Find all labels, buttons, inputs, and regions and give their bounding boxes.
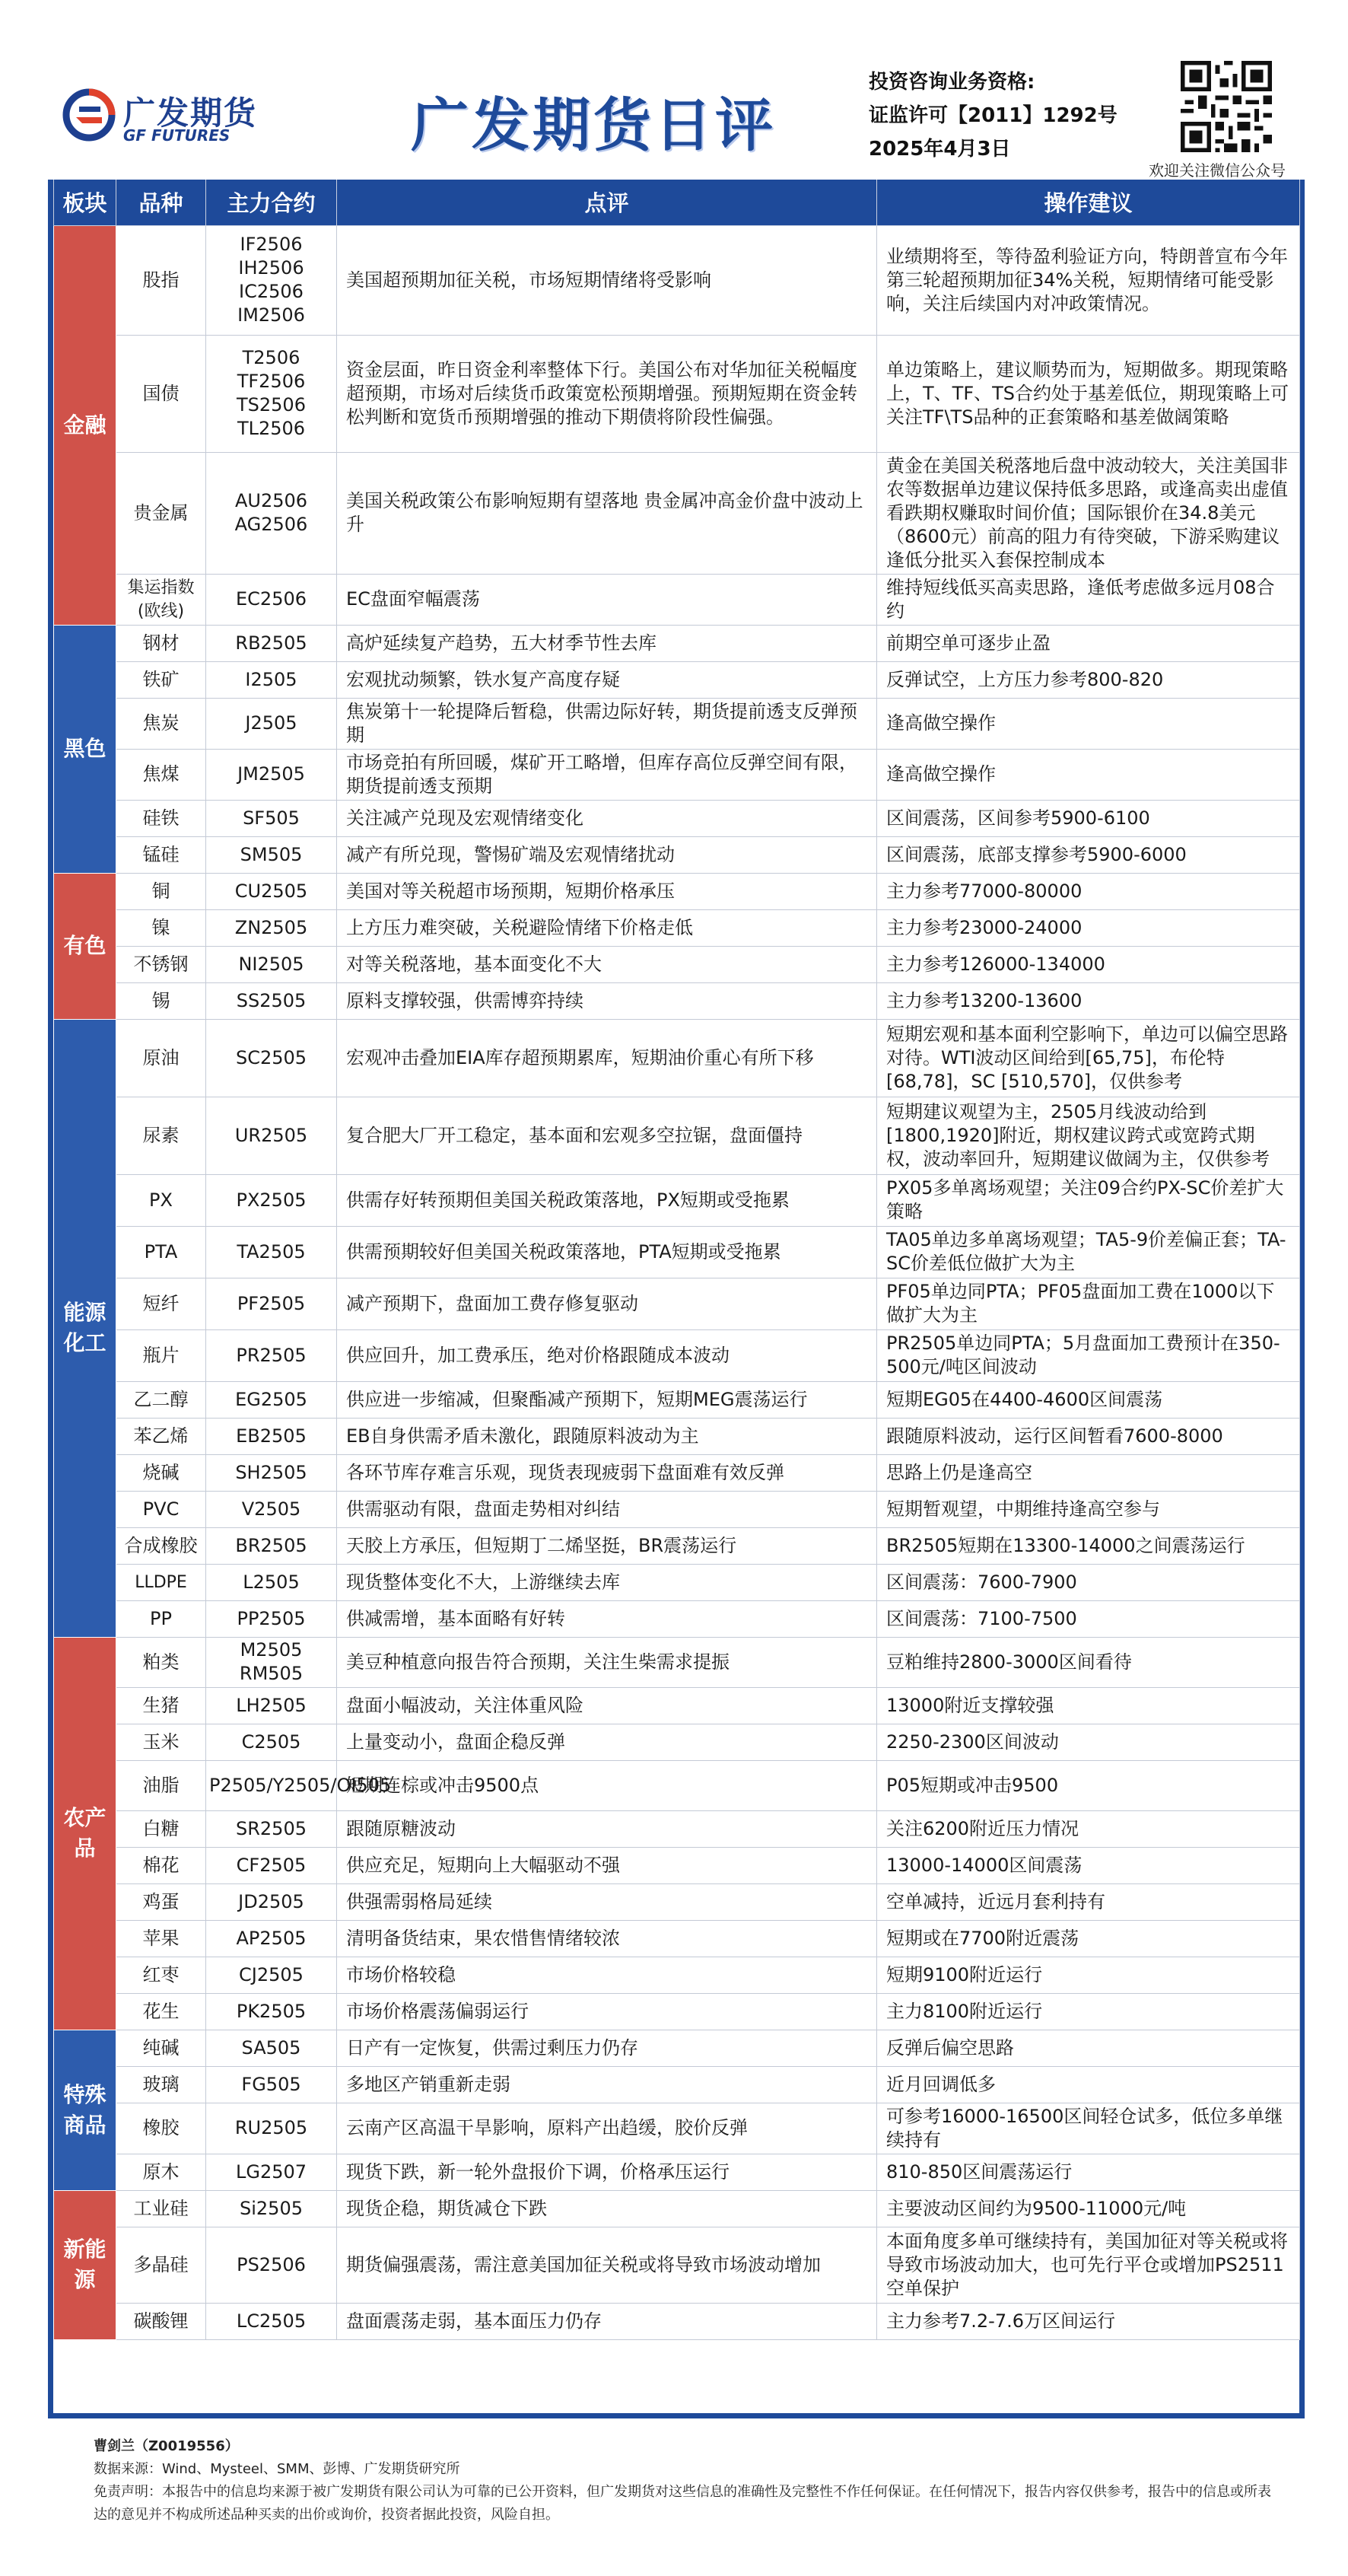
advice-cell: 维持短线低买高卖思路，逢低考虑做多远月08合约 [877, 574, 1300, 625]
table-row [54, 661, 1300, 698]
contract-cell: CF2505 [206, 1847, 337, 1883]
advice-cell: 主力8100附近运行 [877, 1993, 1300, 2030]
comment-cell: 供需存好转预期但美国关税政策落地，PX短期或受拖累 [337, 1174, 877, 1226]
table-row [54, 1019, 1300, 1097]
advice-cell: 近月回调低多 [877, 2066, 1300, 2103]
advice-cell: 13000附近支撑较强 [877, 1687, 1300, 1724]
variety-cell: 生猪 [116, 1687, 206, 1724]
variety-cell: 红枣 [116, 1957, 206, 1993]
table-row [54, 1491, 1300, 1527]
comment-cell: 跟随原糖波动 [337, 1810, 877, 1847]
table-row [54, 574, 1300, 625]
advice-cell: 逢高做空操作 [877, 698, 1300, 749]
table-row [54, 982, 1300, 1019]
advice-cell: 2250-2300区间波动 [877, 1724, 1300, 1760]
advice-cell: BR2505短期在13300-14000之间震荡运行 [877, 1527, 1300, 1564]
comment-cell: 云南产区高温干旱影响，原料产出趋缓，胶价反弹 [337, 2103, 877, 2154]
variety-cell: 碳酸锂 [116, 2303, 206, 2339]
header-sector: 板块 [54, 180, 116, 225]
wechat-qr-code-icon [1181, 61, 1272, 152]
variety-cell: 油脂 [116, 1760, 206, 1810]
comment-cell: 期货偏强震荡，需注意美国加征关税或将导致市场波动增加 [337, 2227, 877, 2303]
variety-cell: 苯乙烯 [116, 1418, 206, 1454]
variety-cell: 锡 [116, 982, 206, 1019]
contract-cell: P2505/Y2505/OI505 [206, 1760, 337, 1810]
contract-cell: PR2505 [206, 1329, 337, 1381]
header-variety: 品种 [116, 180, 206, 225]
advice-cell: 短期EG05在4400-4600区间震荡 [877, 1381, 1300, 1418]
variety-cell: 国债 [116, 335, 206, 452]
advice-cell: 810-850区间震荡运行 [877, 2154, 1300, 2190]
variety-cell: 玻璃 [116, 2066, 206, 2103]
advice-cell: PF05单边同PTA；PF05盘面加工费在1000以下做扩大为主 [877, 1278, 1300, 1329]
variety-cell: 短纤 [116, 1278, 206, 1329]
contract-cell: PS2506 [206, 2227, 337, 2303]
commodity-review-table [53, 180, 1300, 2340]
comment-cell: 盘面震荡走弱，基本面压力仍存 [337, 2303, 877, 2339]
table-row [54, 1920, 1300, 1957]
comment-cell: 美豆种植意向报告符合预期，关注生柴需求提振 [337, 1637, 877, 1687]
qualification-info [869, 65, 1118, 166]
comment-cell: 现货整体变化不大，上游继续去库 [337, 1564, 877, 1600]
contract-cell: EG2505 [206, 1381, 337, 1418]
advice-cell: 区间震荡，区间参考5900-6100 [877, 800, 1300, 836]
table-row [54, 873, 1300, 909]
contract-cell: EC2506 [206, 574, 337, 625]
advice-cell: 跟随原料波动，运行区间暂看7600-8000 [877, 1418, 1300, 1454]
variety-cell: 纯碱 [116, 2030, 206, 2066]
advice-cell: 13000-14000区间震荡 [877, 1847, 1300, 1883]
table-row [54, 1278, 1300, 1329]
advice-cell: 短期或在7700附近震荡 [877, 1920, 1300, 1957]
table-row [54, 625, 1300, 661]
table-row [54, 2103, 1300, 2154]
advice-cell: 主力参考77000-80000 [877, 873, 1300, 909]
table-row [54, 1600, 1300, 1637]
contract-cell: SF505 [206, 800, 337, 836]
data-source: 数据来源：Wind、Mysteel、SMM、彭博、广发期货研究所 [94, 2461, 460, 2477]
contract-cell: NI2505 [206, 946, 337, 982]
variety-cell: 棉花 [116, 1847, 206, 1883]
variety-cell: PP [116, 1600, 206, 1637]
contract-cell: LG2507 [206, 2154, 337, 2190]
contract-cell: Si2505 [206, 2190, 337, 2227]
comment-cell: 供需驱动有限，盘面走势相对纠结 [337, 1491, 877, 1527]
contract-cell: UR2505 [206, 1097, 337, 1174]
contract-cell: J2505 [206, 698, 337, 749]
table-row [54, 946, 1300, 982]
advice-cell: 区间震荡，底部支撑参考5900-6000 [877, 836, 1300, 873]
contract-cell: SH2505 [206, 1454, 337, 1491]
comment-cell: 美国关税政策公布影响短期有望落地 贵金属冲高金价盘中波动上升 [337, 452, 877, 574]
comment-cell: 各环节库存难言乐观，现货表现疲弱下盘面难有效反弹 [337, 1454, 877, 1491]
table-row [54, 2066, 1300, 2103]
variety-cell: 多晶硅 [116, 2227, 206, 2303]
sector-cell: 金融 [54, 225, 116, 625]
advice-cell: TA05单边多单离场观望；TA5-9价差偏正套；TA-SC价差低位做扩大为主 [877, 1226, 1300, 1278]
table-row [54, 1847, 1300, 1883]
advice-cell: PX05多单离场观望；关注09合约PX-SC价差扩大策略 [877, 1174, 1300, 1226]
qr-caption: 欢迎关注微信公众号 [1149, 161, 1286, 180]
license-line: 证监许可【2011】1292号 [869, 104, 1118, 127]
contract-cell: RB2505 [206, 625, 337, 661]
variety-cell: 玉米 [116, 1724, 206, 1760]
comment-cell: 市场价格震荡偏弱运行 [337, 1993, 877, 2030]
contract-cell: JD2505 [206, 1883, 337, 1920]
comment-cell: 高炉延续复产趋势，五大材季节性去库 [337, 625, 877, 661]
contract-cell: JM2505 [206, 749, 337, 800]
advice-cell: 区间震荡：7600-7900 [877, 1564, 1300, 1600]
table-row [54, 909, 1300, 946]
contract-cell: L2505 [206, 1564, 337, 1600]
table-row [54, 836, 1300, 873]
contract-cell: RU2505 [206, 2103, 337, 2154]
table-row [54, 1226, 1300, 1278]
table-row [54, 1883, 1300, 1920]
contract-cell: AP2505 [206, 1920, 337, 1957]
advice-cell: 业绩期将至，等待盈利验证方向，特朗普宣布今年第三轮超预期加征34%关税，短期情绪可能受影响，关注后续国内对冲政策情况。 [877, 225, 1300, 335]
comment-cell: 上方压力难突破，关税避险情绪下价格走低 [337, 909, 877, 946]
advice-cell: 短期9100附近运行 [877, 1957, 1300, 1993]
logo-english-text: GF FUTURES [123, 126, 230, 145]
sector-cell: 农产 品 [54, 1637, 116, 2030]
variety-cell: 贵金属 [116, 452, 206, 574]
contract-cell: EB2505 [206, 1418, 337, 1454]
variety-cell: 股指 [116, 225, 206, 335]
contract-cell: ZN2505 [206, 909, 337, 946]
variety-cell: 原木 [116, 2154, 206, 2190]
report-footer [94, 2435, 1280, 2527]
table-body [54, 225, 1300, 2339]
contract-cell: SC2505 [206, 1019, 337, 1097]
comment-cell: 原料支撑较强，供需博弈持续 [337, 982, 877, 1019]
advice-cell: 可参考16000-16500区间轻仓试多，低位多单继续持有 [877, 2103, 1300, 2154]
gf-logo-icon [62, 88, 116, 142]
variety-cell: 焦炭 [116, 698, 206, 749]
variety-cell: LLDPE [116, 1564, 206, 1600]
contract-cell: FG505 [206, 2066, 337, 2103]
contract-cell: SR2505 [206, 1810, 337, 1847]
advice-cell: 前期空单可逐步止盈 [877, 625, 1300, 661]
logo-chinese-text: 广发期货 [123, 94, 258, 132]
advice-cell: 空单减持，近远月套利持有 [877, 1883, 1300, 1920]
disclaimer: 免责声明：本报告中的信息均来源于被广发期货有限公司认为可靠的已公开资料，但广发期货对这些信息的准确性及完整性不作任何保证。在任何情况下，报告内容仅供参考，报告中的信息或所表达的意见并不构成所述品种买卖的出价或询价，投资者据此投资，风险自担。 [94, 2484, 1271, 2523]
sector-cell: 新能 源 [54, 2190, 116, 2339]
comment-cell: 资金层面，昨日资金利率整体下行。美国公布对华加征关税幅度超预期，市场对后续货币政策宽松预期增强。预期短期在资金转松判断和宽货币预期增强的推动下期债将阶段性偏强。 [337, 335, 877, 452]
comment-cell: 宏观扰动频繁，铁水复产高度存疑 [337, 661, 877, 698]
comment-cell: 供应进一步缩减，但聚酯减产预期下，短期MEG震荡运行 [337, 1381, 877, 1418]
contract-cell: SS2505 [206, 982, 337, 1019]
comment-cell: 对等关税落地，基本面变化不大 [337, 946, 877, 982]
advice-cell: 短期暂观望，中期维持逢高空参与 [877, 1491, 1300, 1527]
advice-cell: 逢高做空操作 [877, 749, 1300, 800]
comment-cell: 美国对等关税超市场预期，短期价格承压 [337, 873, 877, 909]
contract-cell: SA505 [206, 2030, 337, 2066]
contract-cell: PX2505 [206, 1174, 337, 1226]
comment-cell: 短期连棕或冲击9500点 [337, 1760, 877, 1810]
variety-cell: 白糖 [116, 1810, 206, 1847]
advice-cell: 关注6200附近压力情况 [877, 1810, 1300, 1847]
qualification-line: 投资咨询业务资格: [869, 71, 1035, 94]
advice-cell: 反弹后偏空思路 [877, 2030, 1300, 2066]
variety-cell: 鸡蛋 [116, 1883, 206, 1920]
variety-cell: 不锈钢 [116, 946, 206, 982]
table-row [54, 2030, 1300, 2066]
advice-cell: 区间震荡：7100-7500 [877, 1600, 1300, 1637]
advice-cell: 短期建议观望为主，2505月线波动给到[1800,1920]附近，期权建议跨式或宽跨式期权，波动率回升，短期建议做阔为主，仅供参考 [877, 1097, 1300, 1174]
comment-cell: 焦炭第十一轮提降后暂稳，供需边际好转，期货提前透支反弹预期 [337, 698, 877, 749]
table-row [54, 225, 1300, 335]
variety-cell: 苹果 [116, 1920, 206, 1957]
contract-cell: PP2505 [206, 1600, 337, 1637]
table-row [54, 335, 1300, 452]
table-row [54, 2227, 1300, 2303]
advice-cell: 主力参考13200-13600 [877, 982, 1300, 1019]
comment-cell: 供需预期较好但美国关税政策落地，PTA短期或受拖累 [337, 1226, 877, 1278]
variety-cell: 烧碱 [116, 1454, 206, 1491]
table-row [54, 1454, 1300, 1491]
comment-cell: EC盘面窄幅震荡 [337, 574, 877, 625]
comment-cell: 市场竞拍有所回暖，煤矿开工略增，但库存高位反弹空间有限，期货提前透支预期 [337, 749, 877, 800]
advice-cell: 单边策略上，建议顺势而为，短期做多。期现策略上，T、TF、TS合约处于基差低位，期现策略上可关注TF\TS品种的正套策略和基差做阔策略 [877, 335, 1300, 452]
contract-cell: BR2505 [206, 1527, 337, 1564]
comment-cell: 供减需增，基本面略有好转 [337, 1600, 877, 1637]
comment-cell: 供强需弱格局延续 [337, 1883, 877, 1920]
variety-cell: PTA [116, 1226, 206, 1278]
variety-cell: 尿素 [116, 1097, 206, 1174]
comment-cell: 供应充足，短期向上大幅驱动不强 [337, 1847, 877, 1883]
comment-cell: 现货下跌，新一轮外盘报价下调，价格承压运行 [337, 2154, 877, 2190]
variety-cell: 橡胶 [116, 2103, 206, 2154]
advice-cell: 主力参考126000-134000 [877, 946, 1300, 982]
table-row [54, 749, 1300, 800]
table-row [54, 1174, 1300, 1226]
variety-cell: 锰硅 [116, 836, 206, 873]
variety-cell: 钢材 [116, 625, 206, 661]
report-date: 2025年4月3日 [869, 138, 1011, 161]
advice-cell: PR2505单边同PTA；5月盘面加工费预计在350-500元/吨区间波动 [877, 1329, 1300, 1381]
variety-cell: 工业硅 [116, 2190, 206, 2227]
variety-cell: 原油 [116, 1019, 206, 1097]
comment-cell: 美国超预期加征关税，市场短期情绪将受影响 [337, 225, 877, 335]
contract-cell: M2505 RM505 [206, 1637, 337, 1687]
comment-cell: 上量变动小，盘面企稳反弹 [337, 1724, 877, 1760]
comment-cell: 市场价格较稳 [337, 1957, 877, 1993]
table-row [54, 1760, 1300, 1810]
table-row [54, 2154, 1300, 2190]
variety-cell: 集运指数(欧线) [116, 574, 206, 625]
variety-cell: PVC [116, 1491, 206, 1527]
contract-cell: PF2505 [206, 1278, 337, 1329]
header-contract: 主力合约 [206, 180, 337, 225]
table-row [54, 1993, 1300, 2030]
table-row [54, 1527, 1300, 1564]
contract-cell: T2506 TF2506 TS2506 TL2506 [206, 335, 337, 452]
table-row [54, 1957, 1300, 1993]
comment-cell: 供应回升，加工费承压，绝对价格跟随成本波动 [337, 1329, 877, 1381]
variety-cell: 铁矿 [116, 661, 206, 698]
contract-cell: CJ2505 [206, 1957, 337, 1993]
table-row [54, 2190, 1300, 2227]
table-row [54, 1564, 1300, 1600]
table-header-row [54, 180, 1300, 225]
contract-cell: CU2505 [206, 873, 337, 909]
header-comment: 点评 [337, 180, 877, 225]
header-advice: 操作建议 [877, 180, 1300, 225]
table-row [54, 1097, 1300, 1174]
comment-cell: 日产有一定恢复，供需过剩压力仍存 [337, 2030, 877, 2066]
contract-cell: AU2506 AG2506 [206, 452, 337, 574]
comment-cell: 减产预期下，盘面加工费存修复驱动 [337, 1278, 877, 1329]
table-row [54, 698, 1300, 749]
variety-cell: 合成橡胶 [116, 1527, 206, 1564]
sector-cell: 能源 化工 [54, 1019, 116, 1637]
contract-cell: LC2505 [206, 2303, 337, 2339]
table-row [54, 1381, 1300, 1418]
variety-cell: PX [116, 1174, 206, 1226]
comment-cell: 关注减产兑现及宏观情绪变化 [337, 800, 877, 836]
advice-cell: 豆粕维持2800-3000区间看待 [877, 1637, 1300, 1687]
variety-cell: 花生 [116, 1993, 206, 2030]
contract-cell: PK2505 [206, 1993, 337, 2030]
gf-futures-logo [62, 82, 260, 151]
comment-cell: 清明备货结束，果农惜售情绪较浓 [337, 1920, 877, 1957]
report-title: 广发期货日评 [411, 91, 776, 159]
commodity-table-container [48, 180, 1305, 2418]
table-row [54, 800, 1300, 836]
contract-cell: TA2505 [206, 1226, 337, 1278]
report-header [0, 0, 1348, 180]
sector-cell: 特殊 商品 [54, 2030, 116, 2190]
comment-cell: 宏观冲击叠加EIA库存超预期累库，短期油价重心有所下移 [337, 1019, 877, 1097]
comment-cell: 多地区产销重新走弱 [337, 2066, 877, 2103]
table-row [54, 1810, 1300, 1847]
advice-cell: 主要波动区间约为9500-11000元/吨 [877, 2190, 1300, 2227]
variety-cell: 粕类 [116, 1637, 206, 1687]
analyst-name: 曹剑兰（Z0019556） [94, 2438, 239, 2454]
advice-cell: 思路上仍是逢高空 [877, 1454, 1300, 1491]
table-row [54, 1724, 1300, 1760]
contract-cell: SM505 [206, 836, 337, 873]
table-row [54, 1687, 1300, 1724]
table-row [54, 2303, 1300, 2339]
variety-cell: 硅铁 [116, 800, 206, 836]
table-row [54, 1637, 1300, 1687]
contract-cell: IF2506 IH2506 IC2506 IM2506 [206, 225, 337, 335]
advice-cell: 主力参考23000-24000 [877, 909, 1300, 946]
comment-cell: 现货企稳，期货减仓下跌 [337, 2190, 877, 2227]
variety-cell: 焦煤 [116, 749, 206, 800]
variety-cell: 镍 [116, 909, 206, 946]
advice-cell: 本面角度多单可继续持有，美国加征对等关税或将导致市场波动加大，也可先行平仓或增加PS2511空单保护 [877, 2227, 1300, 2303]
variety-cell: 乙二醇 [116, 1381, 206, 1418]
advice-cell: P05短期或冲击9500 [877, 1760, 1300, 1810]
advice-cell: 短期宏观和基本面利空影响下，单边可以偏空思路对待。WTI波动区间给到[65,75]，布伦特[68,78]，SC [510,570]，仅供参考 [877, 1019, 1300, 1097]
comment-cell: 天胶上方承压，但短期丁二烯坚挺，BR震荡运行 [337, 1527, 877, 1564]
comment-cell: 减产有所兑现，警惕矿端及宏观情绪扰动 [337, 836, 877, 873]
comment-cell: 复合肥大厂开工稳定，基本面和宏观多空拉锯，盘面僵持 [337, 1097, 877, 1174]
table-row [54, 1329, 1300, 1381]
comment-cell: EB自身供需矛盾未激化，跟随原料波动为主 [337, 1418, 877, 1454]
contract-cell: V2505 [206, 1491, 337, 1527]
advice-cell: 反弹试空，上方压力参考800-820 [877, 661, 1300, 698]
contract-cell: LH2505 [206, 1687, 337, 1724]
sector-cell: 黑色 [54, 625, 116, 873]
advice-cell: 主力参考7.2-7.6万区间运行 [877, 2303, 1300, 2339]
table-row [54, 452, 1300, 574]
sector-cell: 有色 [54, 873, 116, 1019]
contract-cell: I2505 [206, 661, 337, 698]
contract-cell: C2505 [206, 1724, 337, 1760]
variety-cell: 瓶片 [116, 1329, 206, 1381]
variety-cell: 铜 [116, 873, 206, 909]
advice-cell: 黄金在美国关税落地后盘中波动较大，关注美国非农等数据单边建议保持低多思路，或逢高卖出虚值看跌期权赚取时间价值；国际银价在34.8美元（8600元）前高的阻力有待突破，下游采购建议逢低分批买入套保控制成本 [877, 452, 1300, 574]
comment-cell: 盘面小幅波动，关注体重风险 [337, 1687, 877, 1724]
table-row [54, 1418, 1300, 1454]
